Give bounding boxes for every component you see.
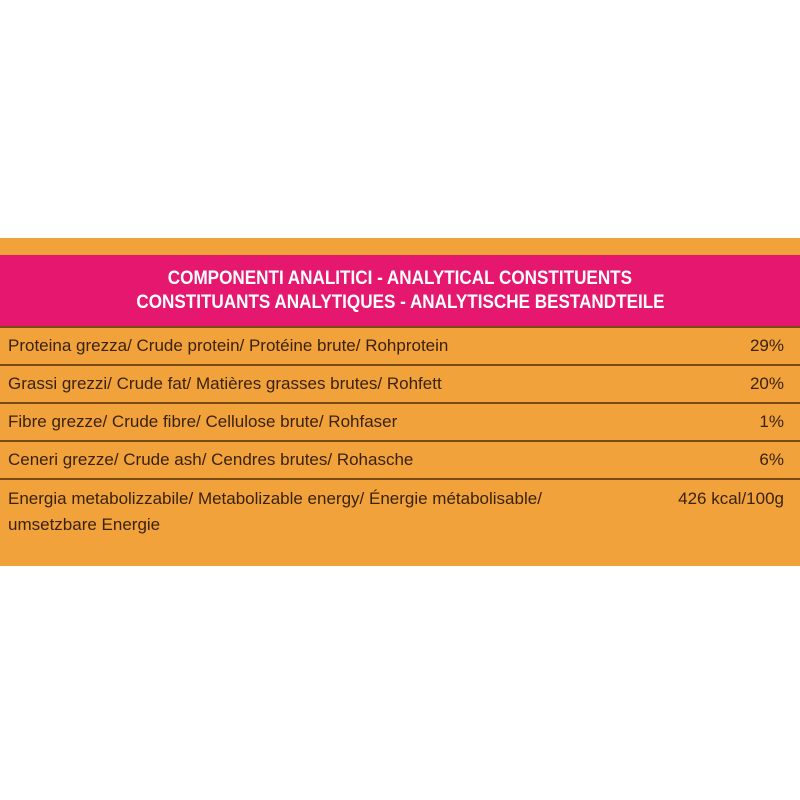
row-label-line-2: umsetzbare Energie: [8, 515, 161, 534]
row-label: Grassi grezzi/ Crude fat/ Matières grasses brutes/ Rohfett: [8, 374, 442, 393]
row-label: Proteina grezza/ Crude protein/ Protéine brute/ Rohprotein: [8, 336, 449, 355]
table-row-crude-protein: [0, 326, 800, 366]
row-value: 6%: [759, 450, 784, 469]
row-value: 426 kcal/100g: [678, 489, 784, 508]
row-label: Ceneri grezze/ Crude ash/ Cendres brutes/ Rohasche: [8, 450, 414, 469]
header-title-line-2: CONSTITUANTS ANALYTIQUES - ANALYTISCHE BESTANDTEILE: [135, 291, 665, 313]
header-title-line-1: COMPONENTI ANALITICI - ANALYTICAL CONSTITUENTS: [167, 267, 633, 289]
row-value: 20%: [749, 374, 784, 393]
constituents-table: [0, 326, 800, 550]
row-label: Fibre grezze/ Crude fibre/ Cellulose brute/ Rohfaser: [8, 412, 398, 431]
analytical-constituents-panel: [0, 238, 800, 566]
row-value: 1%: [759, 412, 784, 431]
table-row-crude-fibre: [0, 404, 800, 442]
table-row-crude-fat: [0, 366, 800, 404]
table-row-crude-ash: [0, 442, 800, 480]
table-row-metabolizable-energy: [0, 480, 800, 550]
table-header: [0, 255, 800, 326]
row-label: [8, 486, 542, 538]
row-label-line-1: Energia metabolizzabile/ Metabolizable energy/ Énergie métabolisable/: [8, 489, 542, 508]
row-value: 29%: [749, 336, 784, 355]
